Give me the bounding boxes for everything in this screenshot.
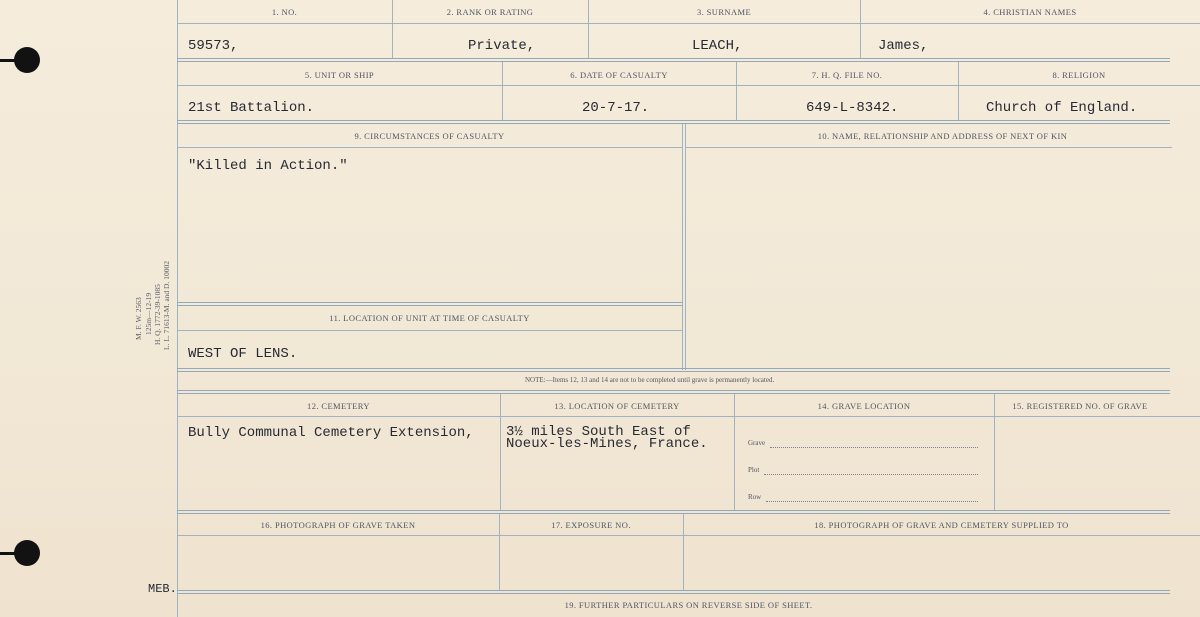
divider xyxy=(177,416,1200,417)
religion-value: Church of England. xyxy=(986,100,1138,116)
header-location-of-unit: 11. LOCATION OF UNIT AT TIME OF CASUALTY xyxy=(329,313,530,323)
header-exposure-no: 17. EXPOSURE NO. xyxy=(551,520,631,530)
divider xyxy=(177,23,1200,24)
margin-form-number: M. F. W. 2563 xyxy=(134,297,143,340)
divider xyxy=(177,58,1170,62)
header-cemetery: 12. CEMETERY xyxy=(307,401,370,411)
circumstances-value: "Killed in Action." xyxy=(188,158,348,174)
header-file-no: 7. H. Q. FILE NO. xyxy=(811,70,883,80)
divider xyxy=(177,535,1200,536)
christian-names-value: James, xyxy=(878,38,929,54)
divider xyxy=(177,368,1170,372)
cemetery-value: Bully Communal Cemetery Extension, xyxy=(188,425,474,441)
plot-dotted-line xyxy=(764,474,978,475)
divider xyxy=(177,85,1200,86)
divider xyxy=(500,394,501,510)
divider xyxy=(994,394,995,510)
divider xyxy=(177,120,1170,124)
header-circumstances: 9. CIRCUMSTANCES OF CASUALTY xyxy=(354,131,505,141)
header-location-of-cemetery: 13. LOCATION OF CEMETERY xyxy=(554,401,680,411)
grave-label: Grave xyxy=(748,439,766,447)
divider xyxy=(682,124,683,370)
margin-hq-ref: H. Q. 1772-39-1085 xyxy=(153,284,162,345)
clerk-initials: MEB. xyxy=(148,582,177,596)
divider xyxy=(685,147,1172,148)
header-christian-names: 4. CHRISTIAN NAMES xyxy=(983,7,1077,17)
binder-hole-top xyxy=(14,47,40,73)
header-photograph-supplied: 18. PHOTOGRAPH OF GRAVE AND CEMETERY SUPPLIED TO xyxy=(814,520,1069,530)
divider xyxy=(177,147,682,148)
header-number: 1. NO. xyxy=(271,7,298,17)
margin-print-run: 125m—12-19 xyxy=(144,292,153,335)
cemetery-location-line1: 3½ miles South East of xyxy=(506,424,691,440)
surname-value: LEACH, xyxy=(692,38,743,54)
header-next-of-kin: 10. NAME, RELATIONSHIP AND ADDRESS OF NEXT OF KIN xyxy=(817,131,1068,141)
grave-dotted-line xyxy=(770,447,978,448)
row-dotted-line xyxy=(766,501,978,502)
unit-value: 21st Battalion. xyxy=(188,100,315,116)
row-label: Row xyxy=(748,493,762,501)
header-registered-no: 15. REGISTERED NO. OF GRAVE xyxy=(1012,401,1148,411)
divider xyxy=(177,302,682,306)
divider xyxy=(177,510,1170,514)
divider xyxy=(177,390,1170,394)
cemetery-location-line2: Noeux-les-Mines, France. xyxy=(506,436,708,452)
completion-note: NOTE:—Items 12, 13 and 14 are not to be completed until grave is permanently located. xyxy=(525,376,775,384)
divider xyxy=(685,124,686,370)
file-no-value: 649-L-8342. xyxy=(806,100,899,116)
margin-printer-ref: L. L. 71613-M. and D. 10002 xyxy=(162,261,171,350)
rank-value: Private, xyxy=(468,38,536,54)
header-grave-location: 14. GRAVE LOCATION xyxy=(817,401,911,411)
header-unit: 5. UNIT OR SHIP xyxy=(304,70,375,80)
header-religion: 8. RELIGION xyxy=(1052,70,1106,80)
binder-hole-bottom xyxy=(14,540,40,566)
location-of-unit-value: WEST OF LENS. xyxy=(188,346,298,362)
plot-label: Plot xyxy=(748,466,760,474)
divider xyxy=(177,590,1170,594)
divider xyxy=(734,394,735,510)
divider xyxy=(177,330,682,331)
header-rank: 2. RANK OR RATING xyxy=(446,7,534,17)
header-surname: 3. SURNAME xyxy=(696,7,752,17)
header-photograph-taken: 16. PHOTOGRAPH OF GRAVE TAKEN xyxy=(260,520,416,530)
footer-further-particulars: 19. FURTHER PARTICULARS ON REVERSE SIDE OF SHEET. xyxy=(564,600,813,610)
header-date: 6. DATE OF CASUALTY xyxy=(570,70,668,80)
date-value: 20-7-17. xyxy=(582,100,650,116)
service-number: 59573, xyxy=(188,38,239,54)
